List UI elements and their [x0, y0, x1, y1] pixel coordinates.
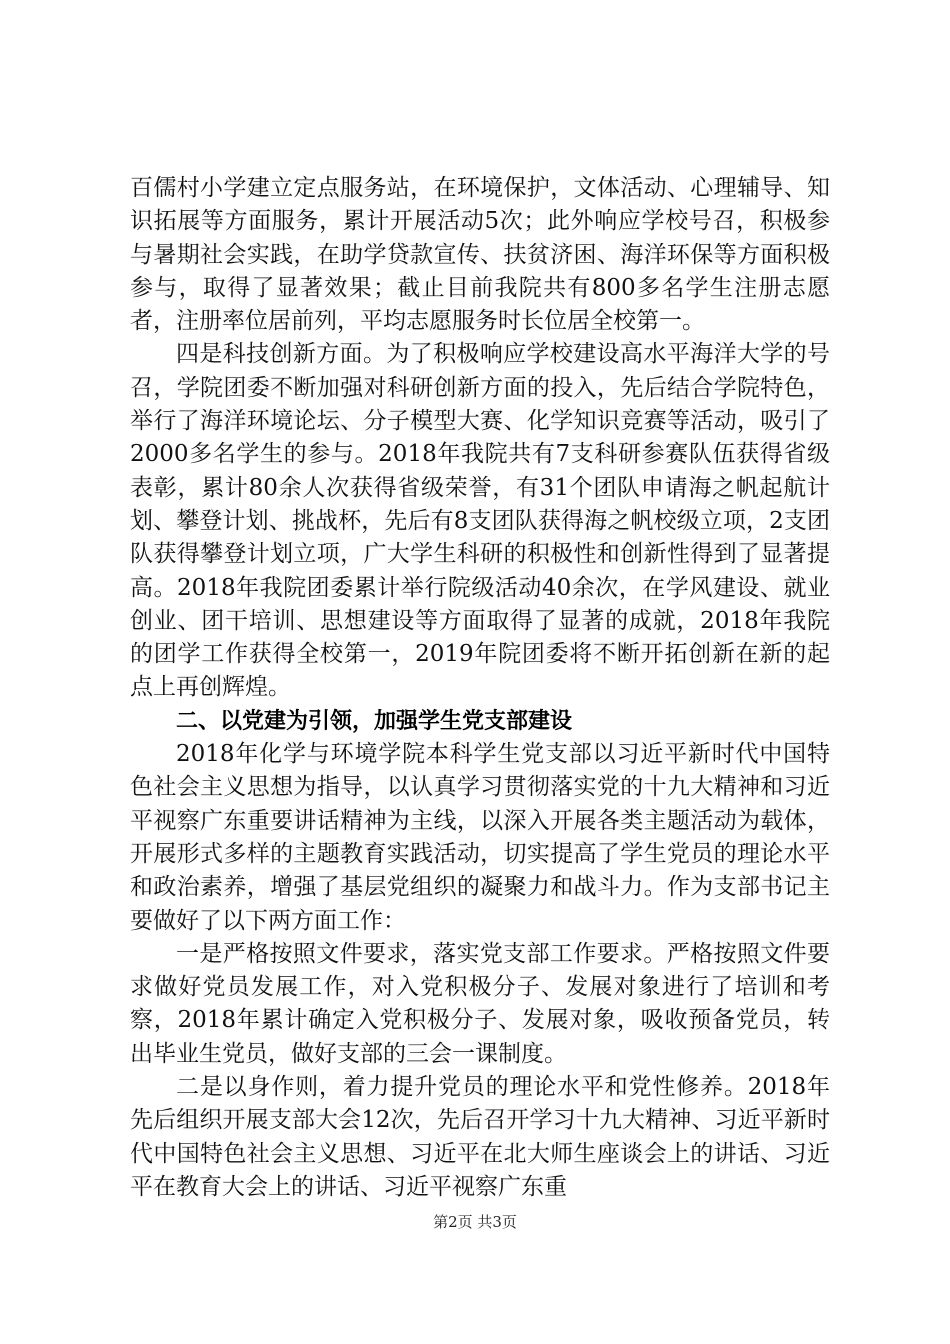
paragraph-strict-requirements: 一是严格按照文件要求，落实党支部工作要求。严格按照文件要求做好党员发展工作，对入党积极分子、发展对象进行了培训和考察，2018年累计确定入党积极分子、发展对象，吸收预备党员，转出毕业生党员，做好支部的三会一课制度。	[130, 940, 830, 1067]
section-heading-party-building: 二、以党建为引领，加强学生党支部建设	[176, 708, 573, 734]
paragraph-party-branch-overview: 2018年化学与环境学院本科学生党支部以习近平新时代中国特色社会主义思想为指导，以认真学习贯彻落实党的十九大精神和习近平视察广东重要讲话精神为主线，以深入开展各类主题活动为载体，开展形式多样的主题教育实践活动，切实提高了学生党员的理论水平和政治素养，增强了基层党组织的凝聚力和战斗力。作为支部书记主要做好了以下两方面工作：	[130, 741, 830, 934]
paragraph-volunteer-service: 百儒村小学建立定点服务站，在环境保护，文体活动、心理辅导、知识拓展等方面服务，累计开展活动5次；此外响应学校号召，积极参与暑期社会实践，在助学贷款宣传、扶贫济困、海洋环保等方面积极参与，取得了显著效果；截止目前我院共有800多名学生注册志愿者，注册率位居前列，平均志愿服务时长位居全校第一。	[130, 175, 830, 335]
page-number-footer: 第2页 共3页	[433, 1213, 517, 1231]
document-body	[130, 172, 830, 1204]
paragraph-tech-innovation: 四是科技创新方面。为了积极响应学校建设高水平海洋大学的号召，学院团委不断加强对科研创新方面的投入，先后结合学院特色，举行了海洋环境论坛、分子模型大赛、化学知识竞赛等活动，吸引了2000多名学生的参与。2018年我院共有7支科研参赛队伍获得省级表彰，累计80余人次获得省级荣誉，有31个团队申请海之帆起航计划、攀登计划、挑战杯，先后有8支团队获得海之帆校级立项，2支团队获得攀登计划立项，广大学生科研的积极性和创新性得到了显著提高。2018年我院团委累计举行院级活动40余次，在学风建设、就业创业、团干培训、思想建设等方面取得了显著的成就，2018年我院的团学工作获得全校第一，2019年院团委将不断开拓创新在新的起点上再创辉煌。	[130, 341, 830, 701]
paragraph-lead-by-example: 二是以身作则，着力提升党员的理论水平和党性修养。2018年先后组织开展支部大会12次，先后召开学习十九大精神、习近平新时代中国特色社会主义思想、习近平在北大师生座谈会上的讲话、习近平在教育大会上的讲话、习近平视察广东重	[130, 1074, 830, 1200]
